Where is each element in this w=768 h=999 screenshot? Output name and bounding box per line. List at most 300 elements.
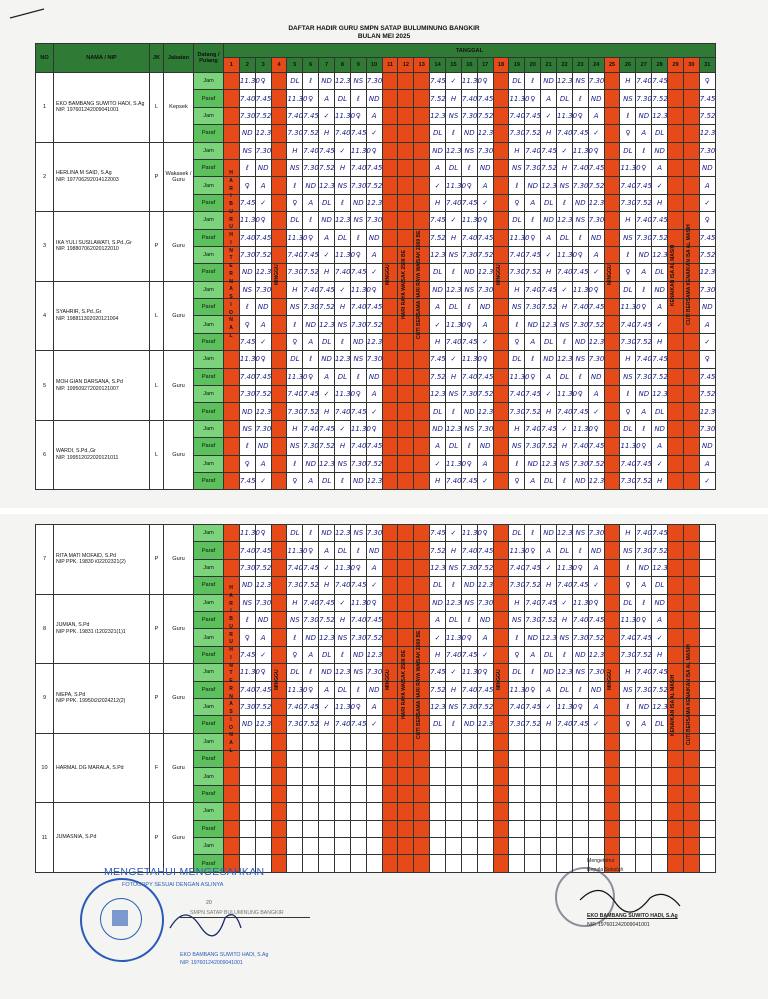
attendance-cell[interactable] xyxy=(303,594,319,611)
attendance-cell[interactable] xyxy=(541,664,557,681)
attendance-cell[interactable] xyxy=(461,246,477,263)
attendance-cell[interactable] xyxy=(683,472,699,489)
attendance-cell[interactable] xyxy=(398,525,414,542)
attendance-cell[interactable] xyxy=(541,281,557,298)
attendance-cell[interactable] xyxy=(699,577,715,594)
attendance-cell[interactable] xyxy=(398,386,414,403)
attendance-cell[interactable] xyxy=(509,229,530,246)
attendance-cell[interactable] xyxy=(224,420,240,437)
attendance-cell[interactable] xyxy=(335,525,351,542)
attendance-cell[interactable] xyxy=(588,438,604,455)
attendance-cell[interactable] xyxy=(414,386,430,403)
attendance-cell[interactable] xyxy=(557,820,573,837)
attendance-cell[interactable] xyxy=(477,159,493,176)
attendance-cell[interactable] xyxy=(446,594,462,611)
attendance-cell[interactable] xyxy=(541,838,557,855)
attendance-cell[interactable] xyxy=(382,733,398,750)
attendance-cell[interactable] xyxy=(620,698,636,715)
attendance-cell[interactable] xyxy=(382,107,398,124)
attendance-cell[interactable] xyxy=(271,316,287,333)
attendance-cell[interactable] xyxy=(636,351,652,368)
attendance-cell[interactable] xyxy=(335,281,351,298)
attendance-cell[interactable] xyxy=(620,299,641,316)
attendance-cell[interactable] xyxy=(509,455,525,472)
attendance-cell[interactable] xyxy=(572,820,588,837)
attendance-cell[interactable] xyxy=(541,177,557,194)
attendance-cell[interactable] xyxy=(572,594,593,611)
attendance-cell[interactable] xyxy=(335,420,351,437)
attendance-cell[interactable] xyxy=(636,194,652,211)
attendance-cell[interactable] xyxy=(652,281,668,298)
attendance-cell[interactable] xyxy=(446,90,462,107)
attendance-cell[interactable] xyxy=(636,264,652,281)
attendance-cell[interactable] xyxy=(636,820,652,837)
attendance-cell[interactable] xyxy=(509,194,525,211)
attendance-cell[interactable] xyxy=(303,698,319,715)
attendance-cell[interactable] xyxy=(430,559,446,576)
attendance-cell[interactable] xyxy=(588,73,604,90)
attendance-cell[interactable] xyxy=(350,159,366,176)
attendance-cell[interactable] xyxy=(303,125,319,142)
attendance-cell[interactable] xyxy=(350,212,366,229)
attendance-cell[interactable] xyxy=(319,368,335,385)
attendance-cell[interactable] xyxy=(668,768,684,785)
attendance-cell[interactable] xyxy=(636,577,652,594)
attendance-cell[interactable] xyxy=(430,420,446,437)
attendance-cell[interactable] xyxy=(699,351,715,368)
attendance-cell[interactable] xyxy=(382,299,398,316)
attendance-cell[interactable] xyxy=(430,594,446,611)
attendance-cell[interactable] xyxy=(668,525,684,542)
attendance-cell[interactable] xyxy=(255,299,271,316)
attendance-cell[interactable] xyxy=(430,351,446,368)
attendance-cell[interactable] xyxy=(366,246,382,263)
attendance-cell[interactable] xyxy=(398,838,414,855)
attendance-cell[interactable] xyxy=(620,803,636,820)
attendance-cell[interactable] xyxy=(525,838,541,855)
attendance-cell[interactable] xyxy=(588,264,604,281)
attendance-cell[interactable] xyxy=(287,664,303,681)
attendance-cell[interactable] xyxy=(430,212,446,229)
attendance-cell[interactable] xyxy=(572,316,588,333)
attendance-cell[interactable] xyxy=(477,611,493,628)
attendance-cell[interactable] xyxy=(350,281,371,298)
attendance-cell[interactable] xyxy=(255,316,271,333)
attendance-cell[interactable] xyxy=(652,177,668,194)
attendance-cell[interactable] xyxy=(541,246,557,263)
attendance-cell[interactable] xyxy=(446,403,462,420)
attendance-cell[interactable] xyxy=(604,525,620,542)
attendance-cell[interactable] xyxy=(509,577,525,594)
attendance-cell[interactable] xyxy=(461,212,482,229)
attendance-cell[interactable] xyxy=(509,838,525,855)
attendance-cell[interactable] xyxy=(699,751,715,768)
attendance-cell[interactable] xyxy=(652,785,668,802)
attendance-cell[interactable] xyxy=(525,177,541,194)
attendance-cell[interactable] xyxy=(319,594,335,611)
attendance-cell[interactable] xyxy=(398,472,414,489)
attendance-cell[interactable] xyxy=(255,420,271,437)
attendance-cell[interactable] xyxy=(398,159,414,176)
attendance-cell[interactable] xyxy=(287,751,303,768)
attendance-cell[interactable] xyxy=(446,264,462,281)
attendance-cell[interactable] xyxy=(319,386,335,403)
attendance-cell[interactable] xyxy=(271,838,287,855)
attendance-cell[interactable] xyxy=(319,125,335,142)
attendance-cell[interactable] xyxy=(620,368,636,385)
attendance-cell[interactable] xyxy=(319,177,335,194)
attendance-cell[interactable] xyxy=(319,281,335,298)
attendance-cell[interactable] xyxy=(224,90,240,107)
attendance-cell[interactable] xyxy=(477,803,493,820)
attendance-cell[interactable] xyxy=(477,838,493,855)
attendance-cell[interactable] xyxy=(335,386,356,403)
attendance-cell[interactable] xyxy=(604,90,620,107)
attendance-cell[interactable] xyxy=(287,333,303,350)
attendance-cell[interactable] xyxy=(652,299,668,316)
attendance-cell[interactable] xyxy=(350,681,366,698)
attendance-cell[interactable] xyxy=(446,664,462,681)
attendance-cell[interactable] xyxy=(319,90,335,107)
attendance-cell[interactable] xyxy=(557,472,573,489)
attendance-cell[interactable] xyxy=(604,212,620,229)
attendance-cell[interactable] xyxy=(446,629,467,646)
attendance-cell[interactable] xyxy=(224,386,240,403)
attendance-cell[interactable] xyxy=(588,351,604,368)
attendance-cell[interactable] xyxy=(541,803,557,820)
attendance-cell[interactable] xyxy=(683,159,699,176)
attendance-cell[interactable] xyxy=(588,559,604,576)
attendance-cell[interactable] xyxy=(461,594,477,611)
attendance-cell[interactable] xyxy=(636,472,652,489)
attendance-cell[interactable] xyxy=(239,194,255,211)
attendance-cell[interactable] xyxy=(557,716,573,733)
attendance-cell[interactable] xyxy=(350,73,366,90)
attendance-cell[interactable] xyxy=(620,438,641,455)
attendance-cell[interactable] xyxy=(430,472,446,489)
attendance-cell[interactable] xyxy=(683,142,699,159)
attendance-cell[interactable] xyxy=(620,577,636,594)
attendance-cell[interactable] xyxy=(350,142,371,159)
attendance-cell[interactable] xyxy=(604,229,620,246)
attendance-cell[interactable] xyxy=(604,751,620,768)
attendance-cell[interactable] xyxy=(303,455,319,472)
attendance-cell[interactable] xyxy=(366,664,382,681)
attendance-cell[interactable] xyxy=(525,785,541,802)
attendance-cell[interactable] xyxy=(446,785,462,802)
attendance-cell[interactable] xyxy=(541,542,557,559)
attendance-cell[interactable] xyxy=(461,542,477,559)
attendance-cell[interactable] xyxy=(699,333,715,350)
attendance-cell[interactable] xyxy=(557,733,573,750)
attendance-cell[interactable] xyxy=(414,420,430,437)
attendance-cell[interactable] xyxy=(588,212,604,229)
attendance-cell[interactable] xyxy=(588,403,604,420)
attendance-cell[interactable] xyxy=(557,577,573,594)
attendance-cell[interactable] xyxy=(319,733,335,750)
attendance-cell[interactable] xyxy=(493,577,509,594)
attendance-cell[interactable] xyxy=(335,698,356,715)
attendance-cell[interactable] xyxy=(350,855,366,872)
attendance-cell[interactable] xyxy=(557,90,573,107)
attendance-cell[interactable] xyxy=(493,594,509,611)
attendance-cell[interactable] xyxy=(620,264,636,281)
attendance-cell[interactable] xyxy=(319,577,335,594)
attendance-cell[interactable] xyxy=(414,438,430,455)
attendance-cell[interactable] xyxy=(541,646,557,663)
attendance-cell[interactable] xyxy=(239,90,255,107)
attendance-cell[interactable] xyxy=(382,698,398,715)
attendance-cell[interactable] xyxy=(255,751,271,768)
attendance-cell[interactable] xyxy=(620,177,636,194)
attendance-cell[interactable] xyxy=(493,90,509,107)
attendance-cell[interactable] xyxy=(493,73,509,90)
attendance-cell[interactable] xyxy=(398,542,414,559)
attendance-cell[interactable] xyxy=(303,299,319,316)
attendance-cell[interactable] xyxy=(461,577,477,594)
attendance-cell[interactable] xyxy=(572,751,588,768)
attendance-cell[interactable] xyxy=(382,785,398,802)
attendance-cell[interactable] xyxy=(477,194,493,211)
attendance-cell[interactable] xyxy=(509,716,525,733)
attendance-cell[interactable] xyxy=(493,229,509,246)
attendance-cell[interactable] xyxy=(255,159,271,176)
attendance-cell[interactable] xyxy=(271,733,287,750)
attendance-cell[interactable] xyxy=(446,768,462,785)
attendance-cell[interactable] xyxy=(239,838,255,855)
attendance-cell[interactable] xyxy=(255,472,271,489)
attendance-cell[interactable] xyxy=(636,525,652,542)
attendance-cell[interactable] xyxy=(382,820,398,837)
attendance-cell[interactable] xyxy=(509,386,525,403)
attendance-cell[interactable] xyxy=(620,820,636,837)
attendance-cell[interactable] xyxy=(255,386,271,403)
attendance-cell[interactable] xyxy=(271,820,287,837)
attendance-cell[interactable] xyxy=(557,455,573,472)
attendance-cell[interactable] xyxy=(287,681,308,698)
attendance-cell[interactable] xyxy=(398,611,414,628)
attendance-cell[interactable] xyxy=(271,472,287,489)
attendance-cell[interactable] xyxy=(446,681,462,698)
attendance-cell[interactable] xyxy=(414,577,430,594)
attendance-cell[interactable] xyxy=(525,264,541,281)
attendance-cell[interactable] xyxy=(668,785,684,802)
attendance-cell[interactable] xyxy=(414,177,430,194)
attendance-cell[interactable] xyxy=(271,594,287,611)
attendance-cell[interactable] xyxy=(414,768,430,785)
attendance-cell[interactable] xyxy=(319,698,335,715)
attendance-cell[interactable] xyxy=(461,733,477,750)
attendance-cell[interactable] xyxy=(366,716,382,733)
attendance-cell[interactable] xyxy=(335,212,351,229)
attendance-cell[interactable] xyxy=(430,716,446,733)
attendance-cell[interactable] xyxy=(319,194,335,211)
attendance-cell[interactable] xyxy=(493,751,509,768)
attendance-cell[interactable] xyxy=(509,420,525,437)
attendance-cell[interactable] xyxy=(620,751,636,768)
attendance-cell[interactable] xyxy=(255,820,271,837)
attendance-cell[interactable] xyxy=(509,855,525,872)
attendance-cell[interactable] xyxy=(446,542,462,559)
attendance-cell[interactable] xyxy=(461,420,477,437)
attendance-cell[interactable] xyxy=(414,159,430,176)
attendance-cell[interactable] xyxy=(224,403,240,420)
attendance-cell[interactable] xyxy=(287,229,308,246)
attendance-cell[interactable] xyxy=(461,386,477,403)
attendance-cell[interactable] xyxy=(350,542,366,559)
attendance-cell[interactable] xyxy=(303,264,319,281)
attendance-cell[interactable] xyxy=(350,403,366,420)
attendance-cell[interactable] xyxy=(699,212,715,229)
attendance-cell[interactable] xyxy=(271,107,287,124)
attendance-cell[interactable] xyxy=(303,438,319,455)
attendance-cell[interactable] xyxy=(239,629,255,646)
attendance-cell[interactable] xyxy=(668,803,684,820)
attendance-cell[interactable] xyxy=(572,212,588,229)
attendance-cell[interactable] xyxy=(541,698,557,715)
attendance-cell[interactable] xyxy=(430,542,446,559)
attendance-cell[interactable] xyxy=(525,455,541,472)
attendance-cell[interactable] xyxy=(430,90,446,107)
attendance-cell[interactable] xyxy=(446,281,462,298)
attendance-cell[interactable] xyxy=(461,107,477,124)
attendance-cell[interactable] xyxy=(461,785,477,802)
attendance-cell[interactable] xyxy=(620,716,636,733)
attendance-cell[interactable] xyxy=(652,333,668,350)
attendance-cell[interactable] xyxy=(699,716,715,733)
attendance-cell[interactable] xyxy=(652,751,668,768)
attendance-cell[interactable] xyxy=(477,264,493,281)
attendance-cell[interactable] xyxy=(493,820,509,837)
attendance-cell[interactable] xyxy=(604,142,620,159)
attendance-cell[interactable] xyxy=(604,420,620,437)
attendance-cell[interactable] xyxy=(620,542,636,559)
attendance-cell[interactable] xyxy=(239,73,260,90)
attendance-cell[interactable] xyxy=(430,664,446,681)
attendance-cell[interactable] xyxy=(350,455,366,472)
attendance-cell[interactable] xyxy=(335,594,351,611)
attendance-cell[interactable] xyxy=(224,820,240,837)
attendance-cell[interactable] xyxy=(699,629,715,646)
attendance-cell[interactable] xyxy=(366,785,382,802)
attendance-cell[interactable] xyxy=(287,785,303,802)
attendance-cell[interactable] xyxy=(414,368,430,385)
attendance-cell[interactable] xyxy=(366,838,382,855)
attendance-cell[interactable] xyxy=(683,107,699,124)
attendance-cell[interactable] xyxy=(303,333,319,350)
attendance-cell[interactable] xyxy=(271,785,287,802)
attendance-cell[interactable] xyxy=(604,577,620,594)
attendance-cell[interactable] xyxy=(541,368,557,385)
attendance-cell[interactable] xyxy=(430,733,446,750)
attendance-cell[interactable] xyxy=(461,438,477,455)
attendance-cell[interactable] xyxy=(525,751,541,768)
attendance-cell[interactable] xyxy=(588,194,604,211)
attendance-cell[interactable] xyxy=(604,594,620,611)
attendance-cell[interactable] xyxy=(430,855,446,872)
attendance-cell[interactable] xyxy=(350,664,366,681)
attendance-cell[interactable] xyxy=(572,838,588,855)
attendance-cell[interactable] xyxy=(303,559,319,576)
attendance-cell[interactable] xyxy=(446,246,462,263)
attendance-cell[interactable] xyxy=(461,90,477,107)
attendance-cell[interactable] xyxy=(477,698,493,715)
attendance-cell[interactable] xyxy=(224,472,240,489)
attendance-cell[interactable] xyxy=(699,438,715,455)
attendance-cell[interactable] xyxy=(572,472,588,489)
attendance-cell[interactable] xyxy=(493,194,509,211)
attendance-cell[interactable] xyxy=(382,525,398,542)
attendance-cell[interactable] xyxy=(303,420,319,437)
attendance-cell[interactable] xyxy=(652,716,668,733)
attendance-cell[interactable] xyxy=(620,229,636,246)
attendance-cell[interactable] xyxy=(303,351,319,368)
attendance-cell[interactable] xyxy=(636,646,652,663)
attendance-cell[interactable] xyxy=(525,820,541,837)
attendance-cell[interactable] xyxy=(509,177,525,194)
attendance-cell[interactable] xyxy=(668,629,684,646)
attendance-cell[interactable] xyxy=(350,733,366,750)
attendance-cell[interactable] xyxy=(430,246,446,263)
attendance-cell[interactable] xyxy=(572,525,588,542)
attendance-cell[interactable] xyxy=(572,125,588,142)
attendance-cell[interactable] xyxy=(414,107,430,124)
attendance-cell[interactable] xyxy=(414,803,430,820)
attendance-cell[interactable] xyxy=(541,716,557,733)
attendance-cell[interactable] xyxy=(557,264,573,281)
attendance-cell[interactable] xyxy=(319,525,335,542)
attendance-cell[interactable] xyxy=(620,768,636,785)
attendance-cell[interactable] xyxy=(525,733,541,750)
attendance-cell[interactable] xyxy=(255,611,271,628)
attendance-cell[interactable] xyxy=(509,438,525,455)
attendance-cell[interactable] xyxy=(477,559,493,576)
attendance-cell[interactable] xyxy=(541,125,557,142)
attendance-cell[interactable] xyxy=(319,438,335,455)
attendance-cell[interactable] xyxy=(668,194,684,211)
attendance-cell[interactable] xyxy=(668,107,684,124)
attendance-cell[interactable] xyxy=(604,472,620,489)
attendance-cell[interactable] xyxy=(430,386,446,403)
attendance-cell[interactable] xyxy=(255,90,271,107)
attendance-cell[interactable] xyxy=(382,472,398,489)
attendance-cell[interactable] xyxy=(335,559,356,576)
attendance-cell[interactable] xyxy=(557,611,573,628)
attendance-cell[interactable] xyxy=(319,542,335,559)
attendance-cell[interactable] xyxy=(239,281,255,298)
attendance-cell[interactable] xyxy=(604,386,620,403)
attendance-cell[interactable] xyxy=(271,73,287,90)
attendance-cell[interactable] xyxy=(572,664,588,681)
attendance-cell[interactable] xyxy=(557,299,573,316)
attendance-cell[interactable] xyxy=(335,768,351,785)
attendance-cell[interactable] xyxy=(636,420,652,437)
attendance-cell[interactable] xyxy=(620,194,636,211)
attendance-cell[interactable] xyxy=(366,681,382,698)
attendance-cell[interactable] xyxy=(430,403,446,420)
attendance-cell[interactable] xyxy=(319,611,335,628)
attendance-cell[interactable] xyxy=(699,472,715,489)
attendance-cell[interactable] xyxy=(604,803,620,820)
attendance-cell[interactable] xyxy=(636,229,652,246)
attendance-cell[interactable] xyxy=(683,820,699,837)
attendance-cell[interactable] xyxy=(572,629,588,646)
attendance-cell[interactable] xyxy=(430,629,446,646)
attendance-cell[interactable] xyxy=(287,542,308,559)
attendance-cell[interactable] xyxy=(509,820,525,837)
attendance-cell[interactable] xyxy=(572,438,588,455)
attendance-cell[interactable] xyxy=(525,281,541,298)
